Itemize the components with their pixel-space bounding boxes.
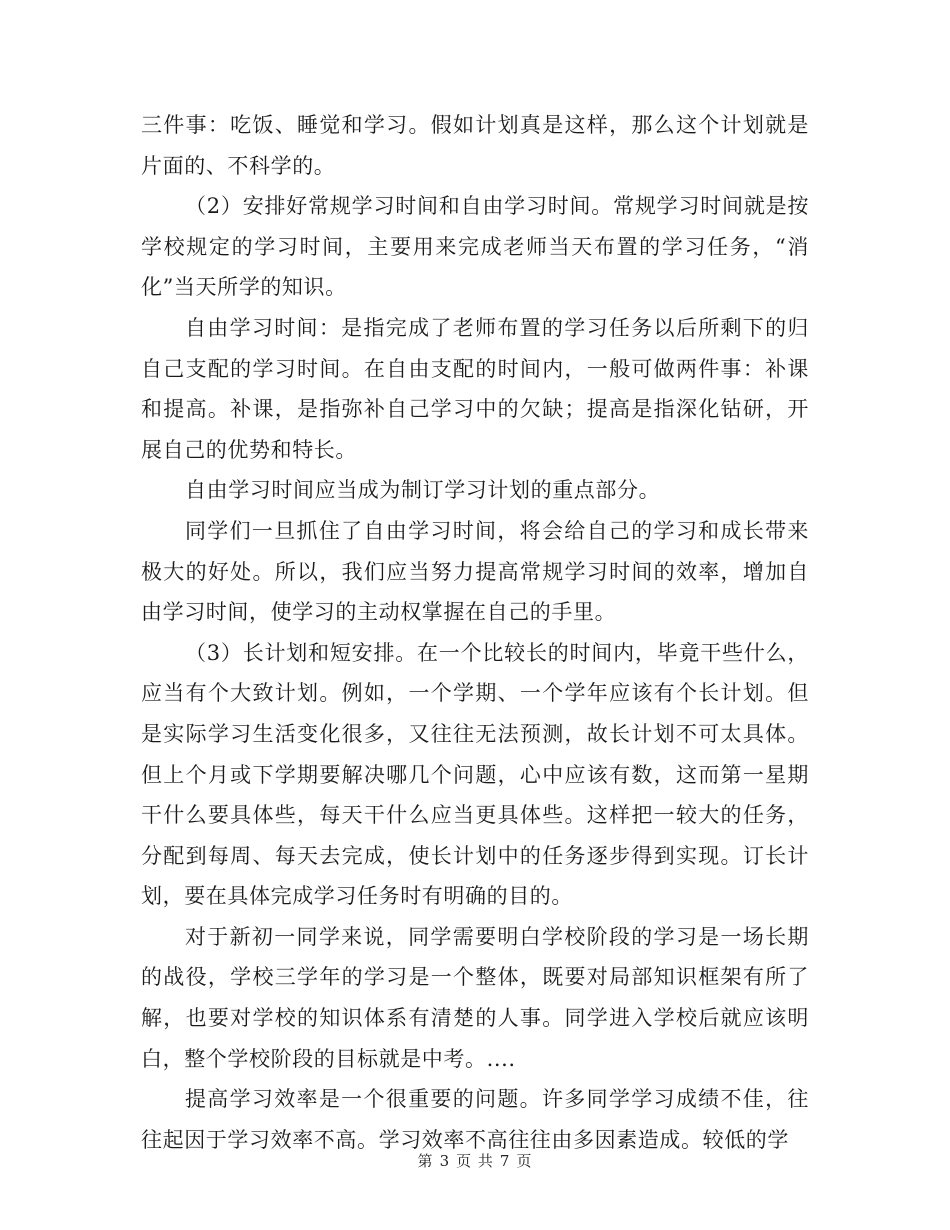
page-footer	[0, 1150, 950, 1171]
paragraph: 同学们一旦抓住了自由学习时间，将会给自己的学习和成长带来极大的好处。所以，我们应当努力提高常规学习时间的效率，增加自由学习时间，使学习的主动权掌握在自己的手里。	[141, 518, 809, 625]
paragraph: 对于新初一同学来说，同学需要明白学校阶段的学习是一场长期的战役，学校三学年的学习是一个整体，既要对局部知识框架有所了解，也要对学校的知识体系有清楚的人事。同学进入学校后就应该明白，整个学校阶段的目标就是中考。....	[141, 924, 809, 1071]
footer-prefix: 第	[417, 1152, 434, 1170]
paragraph: 自由学习时间应当成为制订学习计划的重点部分。	[185, 478, 661, 503]
footer-middle: 页 共	[456, 1152, 494, 1170]
paragraph: 自由学习时间：是指完成了老师布置的学习任务以后所剩下的归自己支配的学习时间。在自由支配的时间内，一般可做两件事：补课和提高。补课，是指弥补自己学习中的欠缺；提高是指深化钻研，开展自己的优势和特长。	[141, 315, 809, 462]
document-body	[141, 105, 809, 1160]
paragraph: （3）长计划和短安排。在一个比较长的时间内，毕竟干些什么，应当有个大致计划。例如，一个学期、一个学年应该有个长计划。但是实际学习生活变化很多，又往往无法预测，故长计划不可太具体。但上个月或下学期要解决哪几个问题，心中应该有数，这而第一星期干什么要具体些，每天干什么应当更具体些。这样把一较大的任务，分配到每周、每天去完成，使长计划中的任务逐步得到实现。订长计划，要在具体完成学习任务时有明确的目的。	[141, 640, 809, 909]
paragraph: 三件事：吃饭、睡觉和学习。假如计划真是这样，那么这个计划就是片面的、不科学的。	[141, 113, 809, 178]
footer-suffix: 页	[516, 1152, 533, 1170]
paragraph: 提高学习效率是一个很重要的问题。许多同学学习成绩不佳，往往起因于学习效率不高。学习效率不高往往由多因素造成。较低的学	[141, 1087, 809, 1152]
paragraph: （2）安排好常规学习时间和自由学习时间。常规学习时间就是按学校规定的学习时间，主要用来完成老师当天布置的学习任务，“消化”当天所学的知识。	[141, 194, 809, 300]
footer-total-pages: 7	[499, 1152, 511, 1170]
footer-page-number: 3	[439, 1152, 451, 1170]
